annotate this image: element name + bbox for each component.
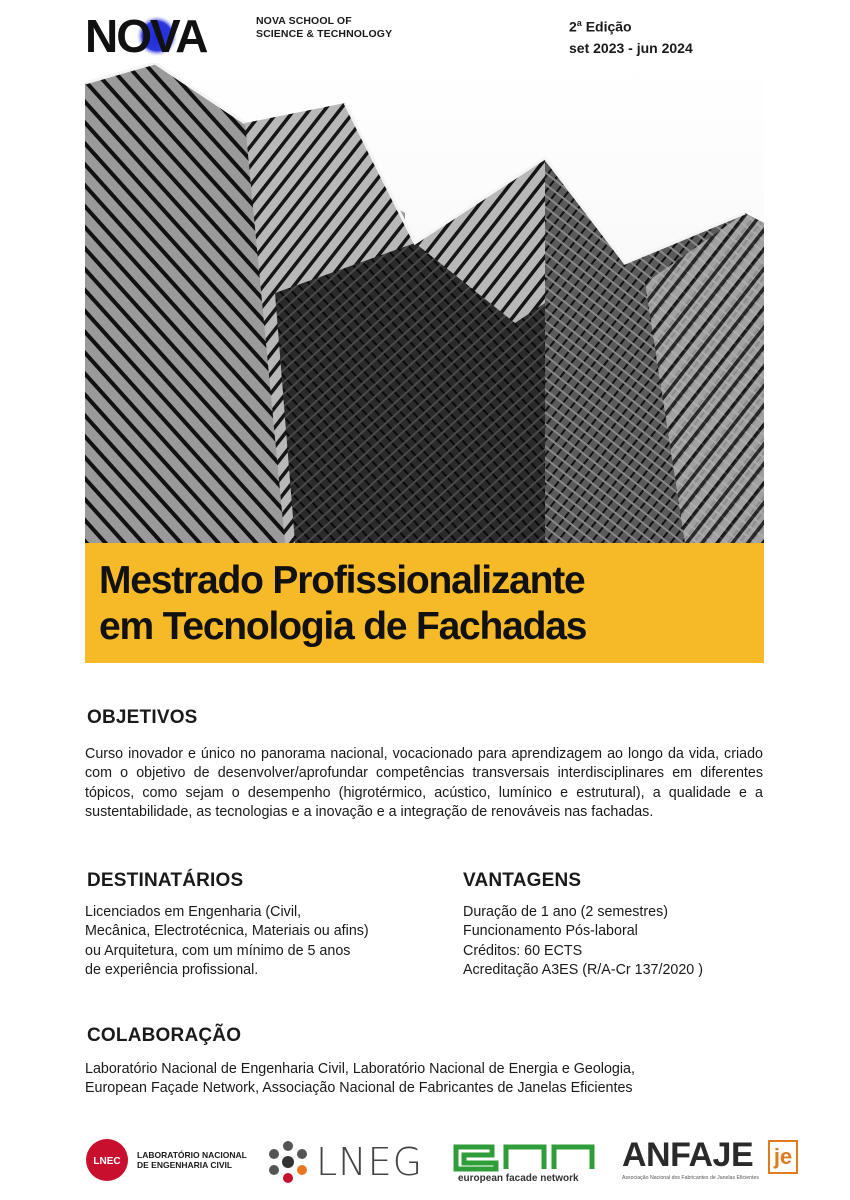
anfaje-wordmark: ANFAJE [622, 1136, 754, 1174]
program-title-line-1: Mestrado Profissionalizante [99, 559, 585, 602]
program-title-line-2: em Tecnologia de Fachadas [99, 605, 587, 648]
lnec-logo [85, 1138, 265, 1182]
edition-label: 2$^a$ Edição [569, 18, 632, 35]
lnec-line-2: DE ENGENHARIA CIVIL [137, 1160, 233, 1170]
anfaje-je-icon: je [768, 1140, 798, 1174]
svg-text:NOVA: NOVA [85, 14, 207, 56]
vantagens-item: Acreditação A3ES (R/A-Cr 137/2020 ) [463, 961, 703, 978]
edition-info [569, 13, 693, 59]
school-name [256, 15, 392, 40]
anfaje-subtitle: Associação Nacional dos Fabricantes de Janelas Eficientes [622, 1175, 759, 1181]
colaboracao-text [85, 1060, 785, 1099]
objetivos-text: Curso inovador e único no panorama nacional, vocacionado para aprendizagem ao longo da vida, criado com o objetivo de desenvolver/aprofundar competências transversais interdisciplinares em diferentes tópicos, como sejam o desempenho (higrotérmico, acústico, lumínico e estrutural), a qualidade e a sustentabilidade, as tecnologias e a inovação e a integração de renováveis nas fachadas. [85, 746, 763, 820]
destinatarios-line: Licenciados em Engenharia (Civil, [85, 904, 302, 920]
colaboracao-line: Laboratório Nacional de Engenharia Civil, Laboratório Nacional de Energia e Geologia, [85, 1061, 635, 1077]
destinatarios-line: Mecânica, Electrotécnica, Materiais ou afins) [85, 923, 369, 940]
objetivos-heading: OBJETIVOS [87, 707, 198, 728]
efn-subtitle: european facade network [458, 1173, 579, 1184]
destinatarios-text [85, 903, 445, 980]
vantagens-heading: VANTAGENS [463, 870, 582, 891]
lnec-line-1: LABORATÓRIO NACIONAL [137, 1150, 247, 1160]
destinatarios-heading: DESTINATÁRIOS [87, 870, 244, 891]
lneg-logo [264, 1138, 434, 1186]
anfaje-logo [622, 1136, 807, 1184]
vantagens-item: Créditos: 60 ECTS [463, 942, 583, 959]
vantagens-list [463, 903, 783, 980]
destinatarios-line: de experiência profissional. [85, 961, 259, 978]
building-facade-photo [85, 63, 764, 543]
efn-mark-icon [452, 1141, 602, 1173]
edition-dates: set 2023 - jun 2024 [569, 39, 693, 56]
lneg-wordmark: LNEG [316, 1140, 424, 1184]
colaboracao-heading: COLABORAÇÃO [87, 1025, 242, 1046]
vantagens-item: Duração de 1 ano (2 semestres) [463, 904, 669, 920]
efn-logo [452, 1141, 602, 1187]
nova-logo [85, 14, 245, 56]
colaboracao-line: European Façade Network, Associação Nacional de Fabricantes de Janelas Eficientes [85, 1080, 633, 1097]
destinatarios-line: ou Arquitetura, com um mínimo de 5 anos [85, 942, 351, 959]
title-banner [85, 543, 764, 663]
vantagens-item: Funcionamento Pós-laboral [463, 923, 638, 940]
school-line-1: NOVA SCHOOL OF [256, 15, 352, 27]
lnec-circle-icon [85, 1138, 129, 1182]
svg-text:LNEC: LNEC [93, 1156, 121, 1167]
lneg-dots-icon [264, 1138, 312, 1186]
school-line-2: SCIENCE & TECHNOLOGY [256, 27, 393, 40]
